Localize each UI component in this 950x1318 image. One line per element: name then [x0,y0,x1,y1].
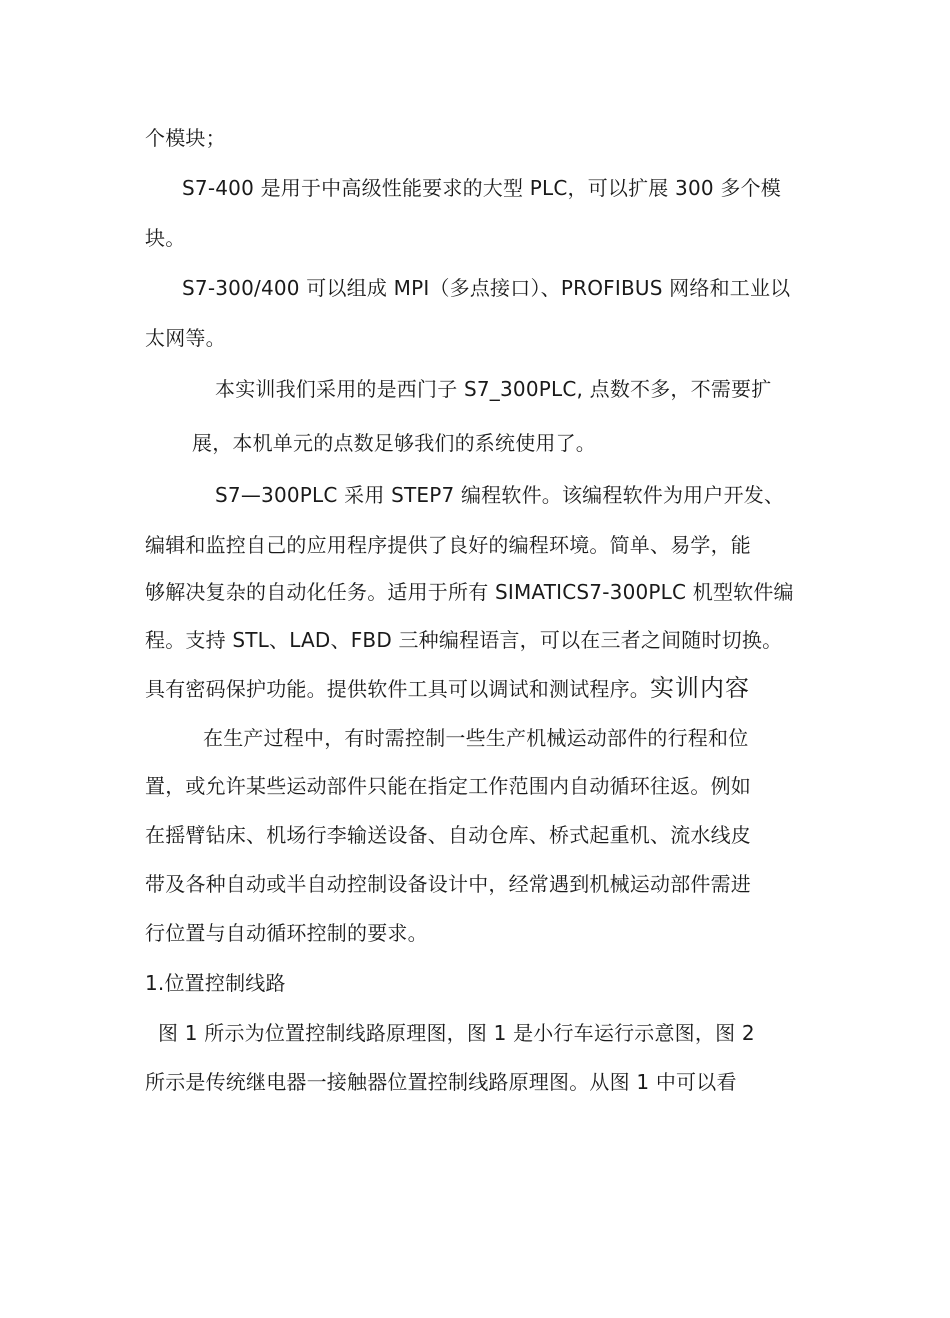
paragraph-line: S7-400 是用于中高级性能要求的大型 PLC，可以扩展 300 多个模 [182,176,781,200]
paragraph-line: S7-300/400 可以组成 MPI（多点接口）、PROFIBUS 网络和工业以 [182,276,791,300]
section-title: 1.位置控制线路 [145,971,286,995]
paragraph-line: 行位置与自动循环控制的要求。 [145,921,428,945]
paragraph-line: 太网等。 [145,326,226,350]
paragraph-line: 在摇臂钻床、机场行李输送设备、自动仓库、桥式起重机、流水线皮 [145,823,751,847]
paragraph-line: 够解决复杂的自动化任务。适用于所有 SIMATICS7-300PLC 机型软件编 [145,580,794,604]
paragraph-line: 置，或允许某些运动部件只能在指定工作范围内自动循环往返。例如 [145,774,751,798]
paragraph-line: 展，本机单元的点数足够我们的系统使用了。 [192,431,596,455]
paragraph-text: 具有密码保护功能。提供软件工具可以调试和测试程序。 [145,677,650,701]
paragraph-line: S7—300PLC 采用 STEP7 编程软件。该编程软件为用户开发、 [215,483,785,507]
paragraph-line: 块。 [145,226,186,250]
paragraph-line: 带及各种自动或半自动控制设备设计中，经常遇到机械运动部件需进 [145,872,751,896]
paragraph-line: 本实训我们采用的是西门子 S7_300PLC, 点数不多，不需要扩 [215,377,772,401]
section-heading: 实训内容 [650,674,750,702]
paragraph-line: 图 1 所示为位置控制线路原理图，图 1 是小行车运行示意图，图 2 [158,1021,755,1045]
paragraph-line: 在生产过程中，有时需控制一些生产机械运动部件的行程和位 [203,726,749,750]
paragraph-line: 个模块； [145,126,226,150]
paragraph-line: 所示是传统继电器一接触器位置控制线路原理图。从图 1 中可以看 [145,1070,737,1094]
paragraph-line: 编辑和监控自己的应用程序提供了良好的编程环境。简单、易学，能 [145,533,751,557]
paragraph-line [145,676,750,701]
paragraph-line: 程。支持 STL、LAD、FBD 三种编程语言，可以在三者之间随时切换。 [145,628,783,652]
